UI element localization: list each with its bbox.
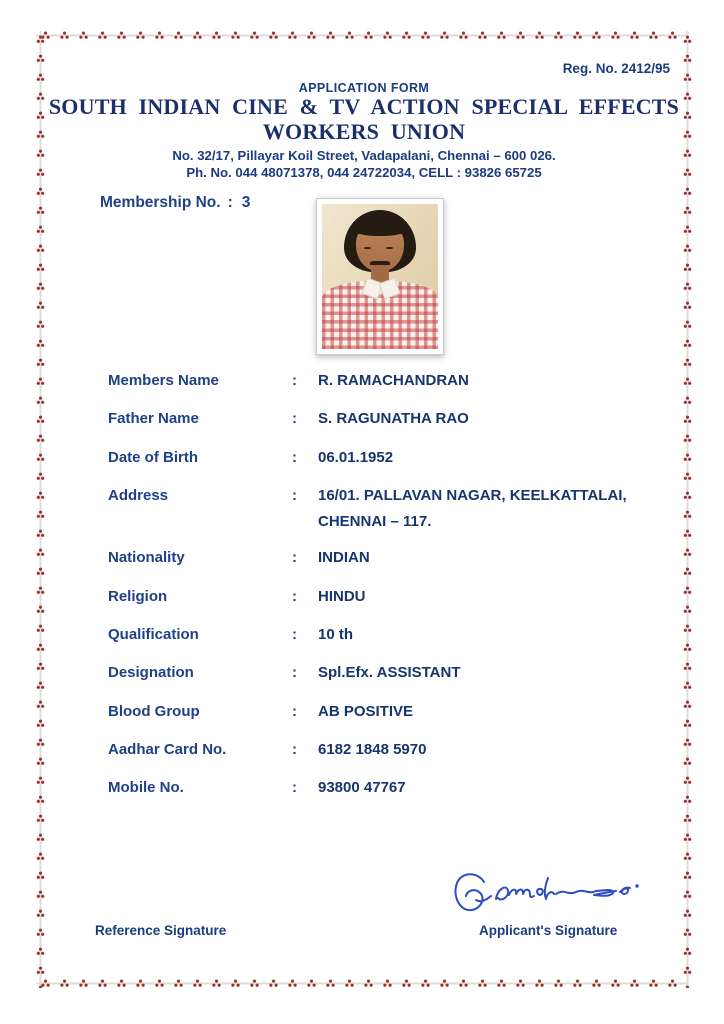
field-row-religion (108, 587, 674, 606)
field-value: 93800 47767 (318, 779, 406, 796)
membership-number-value: 3 (241, 194, 251, 211)
field-colon: : (292, 703, 297, 720)
field-row-members-name (108, 371, 674, 390)
field-colon: : (292, 588, 297, 605)
union-phone: Ph. No. 044 48071378, 044 24722034, CELL : 93826 65725 (186, 165, 542, 180)
field-label: Address (108, 487, 169, 504)
union-name-line1: SOUTH INDIAN CINE & TV ACTION SPECIAL EFFECTS (48, 94, 680, 119)
field-value: INDIAN (318, 549, 370, 566)
reference-signature-label: Reference Signature (95, 923, 227, 938)
applicant-photo-image (322, 204, 438, 349)
field-colon: : (292, 410, 297, 427)
field-row-nationality (108, 548, 674, 567)
decorative-border-top (36, 31, 688, 40)
membership-number-label: Membership No. (100, 194, 221, 211)
field-value (318, 486, 627, 531)
registration-number: Reg. No. 2412/95 (562, 61, 670, 76)
field-value: 6182 1848 5970 (318, 741, 427, 758)
field-row-father-name (108, 409, 674, 428)
field-row-address (108, 486, 674, 531)
field-label: Mobile No. (108, 779, 184, 796)
field-colon: : (292, 549, 297, 566)
address-line-2: CHENNAI – 117. (318, 513, 432, 530)
field-row-qualification (108, 625, 674, 644)
field-row-blood-group (108, 702, 674, 721)
field-label: Aadhar Card No. (108, 741, 227, 758)
field-value: 10 th (318, 626, 354, 643)
membership-number (100, 194, 250, 212)
applicant-photo (316, 198, 444, 355)
decorative-border-bottom (36, 979, 688, 988)
union-address: No. 32/17, Pillayar Koil Street, Vadapalani, Chennai – 600 026. (172, 148, 556, 163)
field-label: Father Name (108, 410, 199, 427)
applicant-signature-label: Applicant's Signature (479, 923, 618, 938)
field-colon: : (292, 372, 297, 389)
application-form-label: APPLICATION FORM (298, 81, 430, 95)
field-value: Spl.Efx. ASSISTANT (318, 664, 461, 681)
field-colon: : (292, 487, 297, 504)
field-row-aadhar-card-no (108, 740, 674, 759)
field-label: Religion (108, 588, 168, 605)
field-value: S. RAGUNATHA RAO (318, 410, 469, 427)
field-row-date-of-birth (108, 448, 674, 467)
field-label: Blood Group (108, 703, 200, 720)
field-colon: : (292, 779, 297, 796)
field-label: Nationality (108, 549, 185, 566)
field-value: AB POSITIVE (318, 703, 414, 720)
field-label: Designation (108, 664, 194, 681)
field-row-designation (108, 663, 674, 682)
membership-number-colon: : (227, 194, 233, 211)
union-name-line2: WORKERS UNION (262, 119, 466, 144)
field-value: 06.01.1952 (318, 449, 394, 466)
address-line-1: 16/01. PALLAVAN NAGAR, KEELKATTALAI, (318, 487, 627, 504)
field-label: Members Name (108, 372, 219, 389)
field-label: Date of Birth (108, 449, 198, 466)
applicant-signature-ink (448, 869, 643, 919)
field-value: R. RAMACHANDRAN (318, 372, 469, 389)
field-colon: : (292, 664, 297, 681)
field-row-mobile-no (108, 778, 674, 797)
field-label: Qualification (108, 626, 199, 643)
photo-hair-fringe (353, 222, 406, 236)
field-value: HINDU (318, 588, 366, 605)
field-colon: : (292, 449, 297, 466)
field-colon: : (292, 626, 297, 643)
field-colon: : (292, 741, 297, 758)
